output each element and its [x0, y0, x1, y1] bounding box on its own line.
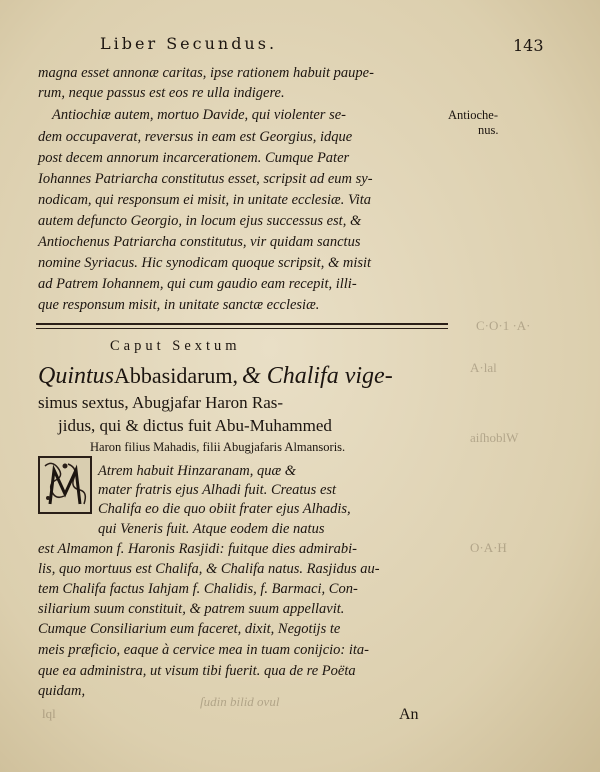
- margin-note: nus.: [478, 123, 499, 137]
- chapter-title: [38, 363, 393, 390]
- text-line: rum, neque passus est eos re ulla indigere.: [38, 85, 285, 101]
- section-rule: [36, 323, 448, 325]
- chapter-title-part: Quintus: [38, 363, 115, 389]
- decorated-initial-letter: [38, 456, 92, 514]
- text-line: que ea administra, ut visum tibi fuerit. qua de re Poëta: [38, 663, 356, 679]
- text-line: nodicam, qui responsum ei misit, in unitate ecclesiæ. Vita: [38, 192, 372, 208]
- text-line: tem Chalifa factus Iahjam f. Chalidis, f. Barmaci, Con-: [38, 581, 358, 597]
- text-line: Chalifa eo die quo obiit frater ejus Alhadis,: [98, 501, 351, 517]
- text-line: quidam,: [38, 683, 86, 699]
- chapter-title-part: & Chalifa vige-: [242, 363, 393, 389]
- text-line: siliarium suum constituit, & patrem suum appellavit.: [38, 601, 345, 617]
- section-rule: [36, 328, 448, 329]
- text-line: Antiochiæ autem, mortuo Davide, qui violenter se-: [52, 107, 346, 123]
- text-line: dem occupaverat, reversus in eam est Georgius, idque: [38, 129, 353, 145]
- text-line: magna esset annonæ caritas, ipse rationem habuit paupe-: [38, 65, 374, 81]
- text-line: Atrem habuit Hinzaranam, quæ &: [98, 463, 297, 479]
- page-number: 143: [513, 36, 544, 55]
- text-line: nomine Syriacus. Hic synodicam quoque scripsit, & misit: [38, 255, 372, 271]
- text-line: Cumque Consiliarium eum faceret, dixit, Negotijs te: [38, 621, 341, 637]
- text-line: lis, quo mortuus est Chalifa, & Chalifa natus. Rasjidus au-: [38, 561, 380, 577]
- text-line: que responsum misit, in unitate sanctæ ecclesiæ.: [38, 297, 320, 313]
- text-line: ad Patrem Iohannem, qui cum gaudio eam recepit, illi-: [38, 276, 357, 292]
- bleed-through-text: aiſhoblW: [470, 430, 519, 445]
- text-line: Antiochenus Patriarcha constitutus, vir quidam sanctus: [38, 234, 361, 250]
- bleed-through-text: A·lal: [470, 360, 497, 375]
- catchword: An: [399, 706, 419, 723]
- running-title: Liber Secundus.: [100, 34, 278, 53]
- chapter-title-line: simus sextus, Abugjafar Haron Ras-: [38, 393, 284, 412]
- text-line: mater fratris ejus Alhadi fuit. Creatus est: [98, 482, 337, 498]
- bleed-through-text: ſudin bilid ovul: [200, 694, 280, 709]
- text-line: Iohannes Patriarcha constitutus esset, scripsit ad eum sy-: [38, 171, 373, 187]
- chapter-title-line: jidus, qui & dictus fuit Abu-Muhammed: [58, 416, 332, 435]
- chapter-subtitle: Haron filius Mahadis, filii Abugjafaris Almansoris.: [90, 440, 346, 454]
- margin-note: Antioche-: [448, 108, 498, 122]
- bleed-through-text: O·A·H: [470, 540, 507, 555]
- text-line: autem defuncto Georgio, in locum ejus successus est, &: [38, 213, 362, 229]
- text-line: est Almamon f. Haronis Rasjidi: fuitque dies admirabi-: [38, 541, 357, 557]
- text-line: meis præficio, eaque à cervice mea in tuam conijcio: ita-: [38, 642, 369, 658]
- bleed-through-text: C·O·1 ·A·: [476, 318, 531, 333]
- bleed-through-text: lql: [42, 706, 56, 721]
- chapter-title-part: Abbasidarum,: [114, 363, 239, 388]
- text-line: post decem annorum incarcerationem. Cumque Pater: [38, 150, 350, 166]
- text-line: qui Veneris fuit. Atque eodem die natus: [98, 521, 325, 537]
- chapter-heading: Caput Sextum: [110, 338, 241, 354]
